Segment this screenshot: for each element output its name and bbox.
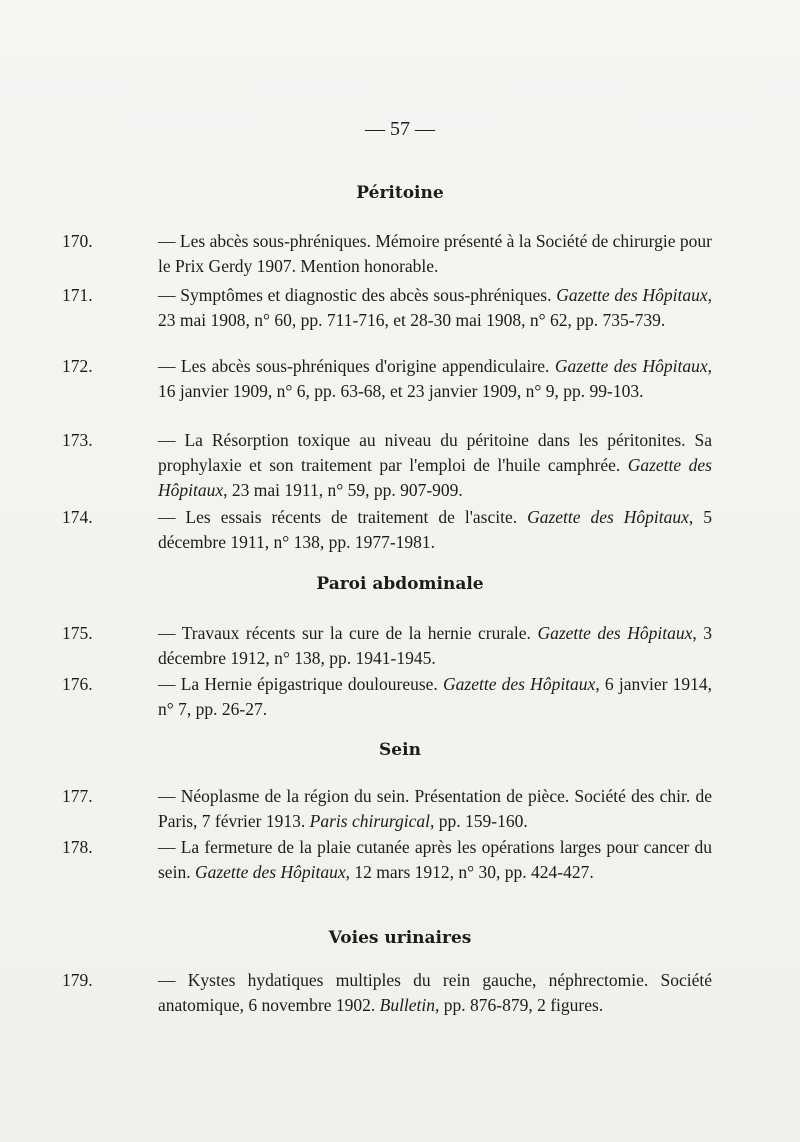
entry-text-segment: — La Hernie épigastrique douloureuse.: [158, 674, 443, 694]
entry-text-segment: — La fermeture de la plaie cutanée après les opérations larges pour cancer du sein.: [158, 837, 712, 882]
entry-text: [158, 672, 712, 722]
entry-journal-title: Bulletin: [379, 995, 436, 1015]
entry-text: [158, 968, 712, 1018]
entry-178: [62, 835, 712, 885]
section-heading-paroi-abdominale: Paroi abdominale: [316, 574, 484, 594]
entry-number: 170.: [62, 231, 93, 251]
entry-number: 175.: [62, 623, 93, 643]
entry-journal-title: Gazette des Hôpitaux: [537, 623, 693, 643]
entry-text-segment: , 23 mai 1908, n° 60, pp. 711-716, et 28-30 mai 1908, n° 62, pp. 735-739.: [158, 285, 712, 330]
entry-text-segment: , 6 janvier 1914, n° 7, pp. 26-27.: [158, 674, 712, 719]
entry-number: 176.: [62, 674, 93, 694]
entry-173: [62, 428, 712, 503]
entry-journal-title: Gazette des Hôpitaux: [554, 356, 708, 376]
entry-text-segment: — Néoplasme de la région du sein. Présentation de pièce. Société des chir. de Paris, 7 février 1913.: [158, 786, 712, 831]
entry-number: 171.: [62, 285, 93, 305]
entry-text: [158, 354, 712, 404]
entry-text-segment: — Kystes hydatiques multiples du rein gauche, néphrectomie. Société anatomique, 6 novembre 1902.: [158, 970, 712, 1015]
entry-text: [158, 621, 712, 671]
entry-text-segment: , 16 janvier 1909, n° 6, pp. 63-68, et 23 janvier 1909, n° 9, pp. 99-103.: [158, 356, 712, 401]
entry-number: 178.: [62, 837, 93, 857]
section-heading-voies-urinaires: Voies urinaires: [328, 928, 472, 948]
entry-text-segment: , pp. 159-160.: [430, 811, 528, 831]
section-heading-peritoine: Péritoine: [356, 183, 444, 203]
entry-number: 172.: [62, 356, 93, 376]
entry-text: [158, 784, 712, 834]
entry-journal-title: Gazette des Hôpitaux: [158, 455, 712, 500]
entry-text-segment: — Symptômes et diagnostic des abcès sous-phréniques.: [158, 285, 557, 305]
entry-171: [62, 283, 712, 333]
entry-text-segment: — Travaux récents sur la cure de la hernie crurale.: [158, 623, 538, 643]
entry-number: 174.: [62, 507, 93, 527]
entry-175: [62, 621, 712, 671]
entry-177: [62, 784, 712, 834]
entry-number: 177.: [62, 786, 93, 806]
entry-number: 179.: [62, 970, 93, 990]
entry-text: [158, 835, 712, 885]
entry-text-segment: — Les abcès sous-phréniques. Mémoire présenté à la Société de chirurgie pour le Prix Gerdy 1907. Mention honorable.: [158, 231, 712, 276]
entry-number: 173.: [62, 430, 93, 450]
entry-text-segment: , 5 décembre 1911, n° 138, pp. 1977-1981.: [158, 507, 712, 552]
entry-journal-title: Paris chirurgical: [309, 811, 431, 831]
entry-text-segment: — Les essais récents de traitement de l'ascite.: [158, 507, 528, 527]
entry-journal-title: Gazette des Hôpitaux: [443, 674, 596, 694]
entry-text-segment: , pp. 876-879, 2 figures.: [435, 995, 604, 1015]
entry-journal-title: Gazette des Hôpitaux: [556, 285, 708, 305]
page-number: — 57 —: [365, 118, 435, 140]
entry-text: [158, 283, 712, 333]
entry-text: [158, 428, 712, 503]
entry-170: [62, 229, 712, 279]
entry-text-segment: , 23 mai 1911, n° 59, pp. 907-909.: [223, 480, 463, 500]
section-heading-sein: Sein: [379, 740, 421, 760]
entry-176: [62, 672, 712, 722]
entry-172: [62, 354, 712, 404]
entry-text: [158, 505, 712, 555]
entry-text-segment: , 3 décembre 1912, n° 138, pp. 1941-1945.: [158, 623, 713, 668]
entry-text-segment: , 12 mars 1912, n° 30, pp. 424-427.: [345, 862, 594, 882]
entry-journal-title: Gazette des Hôpitaux: [194, 862, 346, 882]
entry-text-segment: — Les abcès sous-phréniques d'origine appendiculaire.: [158, 356, 555, 376]
entry-text: [158, 229, 712, 279]
entry-174: [62, 505, 712, 555]
entry-text-segment: — La Résorption toxique au niveau du péritoine dans les péritonites. Sa prophylaxie et son traitement par l'emploi de l'huile camphrée.: [158, 430, 712, 475]
entry-179: [62, 968, 712, 1018]
entry-journal-title: Gazette des Hôpitaux: [527, 507, 689, 527]
